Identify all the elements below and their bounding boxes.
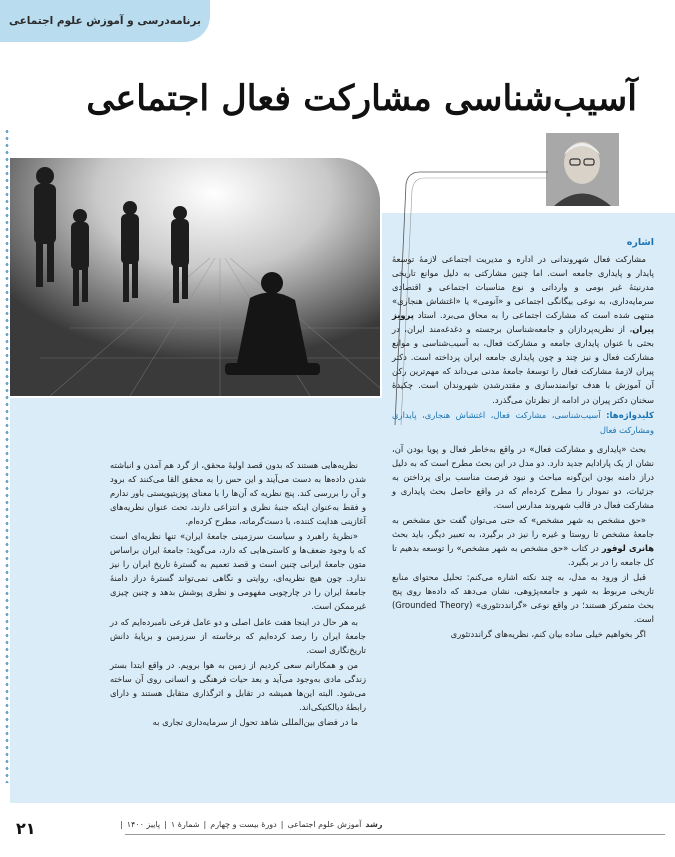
section-label: برنامه‌درسی و آموزش علوم اجتماعی (9, 15, 201, 27)
keywords-heading: کلیدواژه‌ها: (606, 410, 654, 421)
left-column (110, 458, 366, 730)
right-column (392, 236, 654, 642)
left-paragraph-3: به هر حال در اینجا هفت عامل اصلی و دو عامل فرعی نامبرده‌ایم که در جامعهٔ ایران را رصد کرده‌ایم که برخاسته از سرزمین و برپایهٔ دانش تاریخ‌نگاری است. (110, 616, 366, 655)
abstract-heading: اشاره (626, 237, 654, 248)
footer: رشد آموزش علوم اجتماعی | دورهٔ بیست و چهارم | شمارهٔ ۱ | پاییز ۱۴۰۰ | (120, 820, 383, 829)
keywords-line (392, 408, 654, 437)
journal-logo: رشد (365, 820, 383, 829)
body-paragraph-2-part-1: «حق مشخص به شهر مشخص» که حتی می‌توان گفت حق مشخص به جامعهٔ مشخص تا روستا و غیره را نیز در برگیرد، به تعبیر دیگر، باید بحث (392, 514, 654, 539)
abstract-part-1: مشارکت فعال شهروندانی در اداره و مدیریت اجتماعی لازمهٔ توسعهٔ پایدار و پایداری جامعه است. اما چنین مشارکتی به دلیل موانع تاریخی مدرنیتهٔ غیر بومی و وارداتی و نوع مناسبات اجتماعی و اقتصادی سرمایه‌داری، به نوعی بیگانگی اجتماعی و «آنومی» یا «اغتشاش هنجاری» منتهی شده است که مشارکت اجتماعی را به محاق می‌برد. استاد (392, 254, 654, 321)
body-paragraph-1: بحث «پایداری و مشارکت فعال» در واقع به‌خاطر فعال و پویا بودن آن، نشان از یک پارادایم جدید دارد. دو مدل در این بحث مطرح است که به دلیل دراز دامنه بودن این‌گونه مباحث و نبود فرصت مناسب برای پرداختن به جزئیات، دو نمودار را مطرح کرده‌ام که در واقع حاصل بحث پایداری و مشارکت فعال در قالب شهروند مدارس است. (392, 443, 654, 510)
body-paragraph-2-part-2: در کتاب «حق مشخص به شهر مشخص» را توسعه بدهیم تا کل جامعه را در بر بگیرد. (392, 542, 654, 568)
footer-divider (125, 834, 665, 835)
body-paragraph-4: اگر بخواهیم خیلی ساده بیان کنم، نظریه‌های گرانددتئوری (450, 629, 646, 640)
journal-name: آموزش علوم اجتماعی (287, 820, 362, 829)
journal-issue: شمارهٔ ۱ (170, 820, 200, 829)
abstract-part-2: ، از نظریه‌پردازان و جامعه‌شناسان برجسته و دغدغه‌مند ایران، در بحثی با عنوان پایداری جامعه و مشارکت فعال، به آسیب‌شناسی و موانع مشارکت فعال و نیز چند و چون پایداری جامعه ایران پرداخته است. دکتر پیران لازمهٔ مشارکت فعال را توسعهٔ جامعهٔ مدنی می‌داند که مهم‌ترین رکن آن آموزش با هدف توانمندسازی و مقتدرشدن شهروندان است. چکیدهٔ سخنان دکتر پیران در ادامه از نظرتان می‌گذرد. (392, 324, 654, 405)
body-paragraph-2 (392, 513, 654, 569)
body-paragraph-3: قبل از ورود به مدل، به چند نکته اشاره می‌کنم: تحلیل محتوای منابع تاریخی مربوط به شهر و جامعه‌پژوهی، نشان می‌دهد که داده‌ها روی پنج بحث متمرکز هستند؛ در واقع نوعی «گرانددتئوری» (Grounded Theory) است. (392, 572, 654, 625)
keywords-list: آسیب‌شناسی، مشارکت فعال، اغتشاش هنجاری، پایداری ومشارکت فعال (392, 409, 654, 435)
page-number: ۲۱ (16, 819, 36, 838)
left-paragraph-5: ما در فضای بین‌المللی شاهد تحول از سرمایه‌داری تجاری به (152, 716, 358, 727)
left-paragraph-2: «نظریهٔ راهبرد و سیاست سرزمینی جامعهٔ ایران» تنها نظریه‌ای است که با وجود ضعف‌ها و کاستی‌هایی که دارد، می‌گوید: جامعهٔ ایران براساس متون جامعهٔ ایرانی چنین است و قصد تعمیم به گسترهٔ تاریخ ایران را نیز ندارد. چون هیچ نظریه‌ای، روایتی و نگاهی نمی‌تواند گسترهٔ دراز دامنهٔ جامعهٔ ایران را در چارچوبی مفهومی و نظری پوشش بدهد و چنین چیزی غیرممکن است. (110, 531, 366, 612)
author-name: پرویز پیران (392, 310, 654, 335)
left-paragraph-1: نظریه‌هایی هستند که بدون قصد اولیهٔ محقق، از گرد هم آمدن و انباشته شدن داده‌ها به دست می‌آیند و این حس را به محقق القا می‌کنند که برود و آن را بررسی کند. پنج نظریه که آن‌ها را با معنای پوزیتیویستی باور ندارم و فقط به‌عنوان اینکه جنبهٔ نظری و انتزاعی دارند، تحت عنوان نظریه‌های آغازینی هدایت کننده، با دست‌گرماته، مطرح کرده‌ام. (110, 460, 366, 527)
abstract-text (392, 252, 654, 407)
journal-volume: دورهٔ بیست و چهارم (210, 820, 277, 829)
cited-author-name: هانری لوفور (601, 542, 654, 553)
journal-season: پاییز ۱۴۰۰ (126, 820, 161, 829)
left-paragraph-4: من و همکارانم سعی کردیم از زمین به هوا برویم. در واقع ابتدا بستر زندگی مادی به‌وجود می‌آید و بعد حیات فرهنگی و انسانی روی آن ساخته می‌شود. البته این‌ها همیشه در تقابل و اثرگذاری متقابل هستند و دارای رابطهٔ دیالکتیکی‌اند. (110, 659, 366, 712)
article-title: آسیب‌شناسی مشارکت فعال اجتماعی (86, 78, 637, 119)
